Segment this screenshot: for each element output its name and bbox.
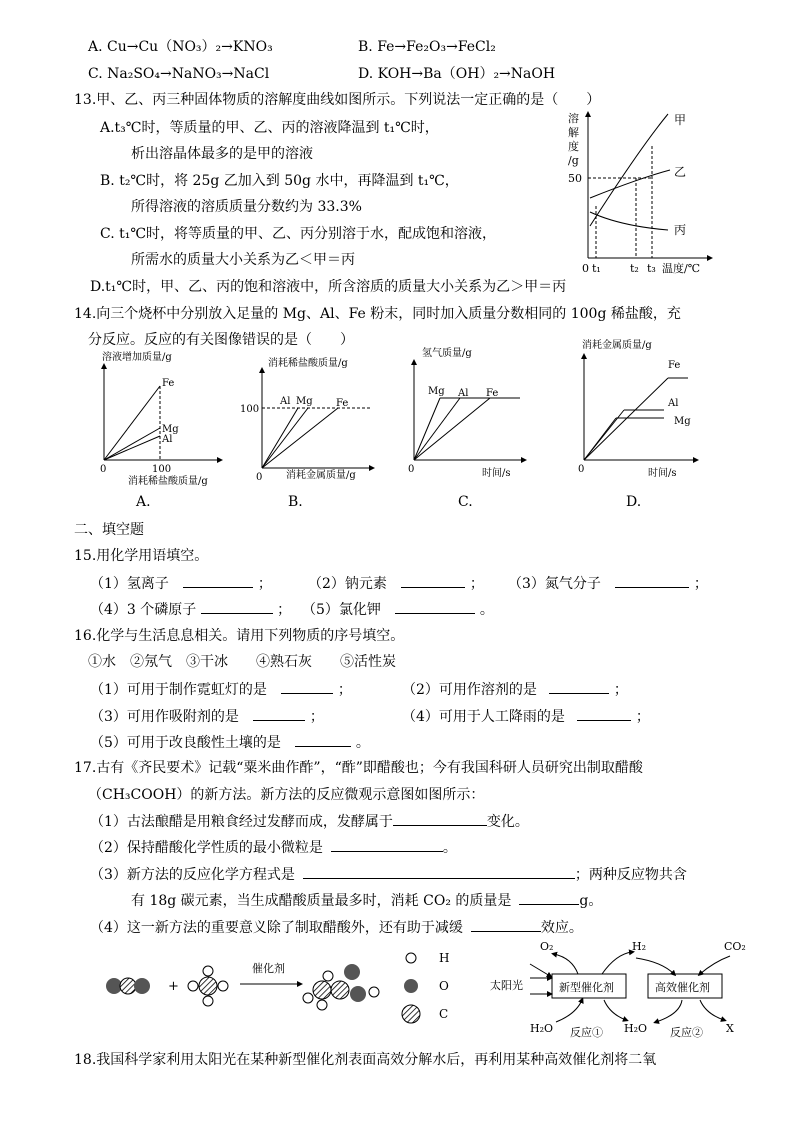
q13-option-a-line2: 析出溶晶体最多的是甲的溶液 (131, 146, 313, 162)
flow-reaction-2: 反应② (670, 1026, 703, 1039)
graph-c-label: C. (458, 494, 473, 510)
graph-d-label: D. (626, 494, 642, 510)
flow-reaction-1: 反应① (570, 1026, 603, 1039)
gb-al: Al (280, 396, 291, 407)
gd-mg: Mg (674, 416, 691, 427)
q16-item4: （4）可用于人工降雨的是 (402, 709, 565, 725)
co2-molecule (106, 978, 150, 994)
gd-ytitle: 消耗金属质量/g (582, 340, 652, 351)
x-label: 温度/℃ (662, 262, 701, 275)
legend-h-circle (406, 953, 416, 963)
q15-blank3[interactable] (615, 573, 689, 588)
q17-blank3[interactable] (303, 864, 575, 879)
q16-blank3[interactable] (253, 706, 305, 721)
q13-option-c-line1: C. t₁℃时，将等质量的甲、乙、丙分别溶于水，配成饱和溶液， (100, 226, 497, 242)
gd-xtitle: 时间/s (648, 468, 677, 479)
gd-al: Al (668, 398, 679, 409)
q15-stem: 15.用化学用语填空。 (74, 548, 209, 564)
flow-h2o-1: H₂O (530, 1022, 554, 1035)
tick-t1: t₁ (592, 262, 601, 275)
gc-ytitle: 氢气质量/g (422, 348, 472, 359)
origin: 0 (582, 262, 589, 275)
q13-option-d: D.t₁℃时，甲、乙、丙的饱和溶液中，所含溶质的质量大小关系为乙＞甲＝丙 (90, 279, 567, 295)
q16-row1: （1）可用于制作霓虹灯的是 ； (90, 679, 352, 700)
q17-row2: （2）保持醋酸化学性质的最小微粒是 。 (90, 837, 457, 858)
graph-c (400, 340, 530, 480)
gc-fe: Fe (486, 388, 499, 399)
gd-fe: Fe (668, 360, 681, 371)
q13-option-b-line1: B. t₂℃时，将 25g 乙加入到 50g 水中，再降温到 t₁℃， (100, 173, 459, 189)
ch4-molecule (188, 966, 228, 1006)
q15-row2: （4）3 个磷原子 ； (90, 599, 291, 620)
gc-mg: Mg (428, 386, 445, 397)
gb-y100: 100 (240, 404, 260, 415)
tick-t3: t₃ (647, 262, 656, 275)
q12-option-a: A. Cu→Cu（NO₃）₂→KNO₃ (88, 39, 273, 55)
q16-blank1[interactable] (281, 679, 333, 694)
ga-fe: Fe (162, 378, 175, 389)
graph-d (572, 334, 712, 480)
q15-row1: （1）氢离子 ； (90, 573, 272, 594)
gc-origin: 0 (408, 464, 415, 475)
flow-sunlight: 太阳光 (490, 979, 523, 992)
gb-fe: Fe (336, 398, 349, 409)
q15-item5: （5）氯化钾 (302, 602, 381, 618)
legend-o: O (439, 979, 449, 993)
q17-blank4[interactable] (519, 890, 579, 905)
gc-al: Al (458, 388, 469, 399)
gb-mg: Mg (296, 396, 313, 407)
ga-mg: Mg (162, 424, 179, 435)
reaction-micro-diagram (100, 950, 470, 1028)
ga-x100: 100 (152, 464, 172, 475)
curve-jia (590, 114, 668, 226)
q13-stem: 13.甲、乙、丙三种固体物质的溶解度曲线如图所示。下列说法一定正确的是（ ） (74, 92, 601, 108)
q17-stem-line2: （CH₃COOH）的新方法。新方法的反应微观示意图如图所示： (88, 787, 485, 803)
section-fill-blank-heading: 二、填空题 (74, 522, 144, 538)
legend-c: C (439, 1007, 449, 1021)
gb-ytitle: 消耗稀盐酸质量/g (268, 358, 348, 369)
ga-origin: 0 (100, 464, 107, 475)
q17-row1: （1）古法酿醋是用粮食经过发酵而成，发酵属于 变化。 (90, 811, 529, 832)
q15-item1: （1）氢离子 (90, 576, 169, 592)
q14-stem-line2: 分反应。反应的有关图像错误的是（ ） (88, 332, 354, 348)
svg-text:高效催化剂: 高效催化剂 (655, 981, 710, 994)
q16-blank2[interactable] (549, 679, 609, 694)
q16-item3: （3）可用作吸附剂的是 (90, 709, 239, 725)
solubility-curve-graph (560, 108, 740, 276)
q17-blank2[interactable] (331, 837, 443, 852)
q16-row2b: （4）可用于人工降雨的是 ； (402, 706, 650, 727)
q16-row1b: （2）可用作溶剂的是 ； (402, 679, 628, 700)
tick-t2: t₂ (630, 262, 639, 275)
q15-blank4[interactable] (201, 599, 273, 614)
gd-origin: 0 (578, 464, 585, 475)
q16-row2: （3）可用作吸附剂的是 ； (90, 706, 324, 727)
y-label-2: 解 (568, 126, 579, 139)
q17-blank5[interactable] (471, 917, 541, 932)
graph-b-label: B. (288, 494, 303, 510)
q16-item5: （5）可用于改良酸性土壤的是 (90, 735, 281, 751)
q16-row3: （5）可用于改良酸性土壤的是 。 (90, 732, 370, 753)
y-tick-50: 50 (568, 172, 582, 185)
svg-text:新型催化剂: 新型催化剂 (559, 981, 614, 994)
q16-blank4[interactable] (577, 706, 631, 721)
q16-item2: （2）可用作溶剂的是 (402, 682, 537, 698)
q14-stem-line1: 14.向三个烧杯中分别放入足量的 Mg、Al、Fe 粉末，同时加入质量分数相同的 100g 稀盐酸，充 (74, 306, 681, 322)
q15-blank1[interactable] (183, 573, 253, 588)
legend-h: H (439, 951, 450, 965)
flow-h2: H₂ (632, 940, 647, 953)
q16-blank5[interactable] (295, 732, 351, 747)
q15-row2b: （5）氯化钾 。 (302, 599, 494, 620)
gb-xtitle: 消耗金属质量/g (286, 470, 356, 481)
q15-row1c: （3）氮气分子 ； (508, 573, 708, 594)
flow-o2: O₂ (540, 940, 554, 953)
q17-stem-line1: 17.古有《齐民要术》记载“粟米曲作酢”，“酢”即醋酸也；今有我国科研人员研究出制取醋酸 (74, 760, 643, 776)
y-label-3: 度 (568, 140, 579, 153)
q12-option-c: C. Na₂SO₄→NaNO₃→NaCl (88, 66, 270, 82)
q15-row1b: （2）钠元素 ； (308, 573, 484, 594)
ga-xtitle: 消耗稀盐酸质量/g (128, 476, 208, 487)
catalyst-flow-diagram (486, 934, 764, 1042)
q17-blank1[interactable] (393, 811, 487, 826)
label-jia: 甲 (674, 113, 687, 127)
q13-option-a-line1: A.t₃℃时，等质量的甲、乙、丙的溶液降温到 t₁℃时， (100, 120, 439, 136)
gc-xtitle: 时间/s (482, 468, 511, 479)
graph-a-label: A. (136, 494, 151, 510)
q13-option-c-line2: 所需水的质量大小关系为乙＜甲＝丙 (131, 252, 355, 268)
q15-blank5[interactable] (395, 599, 475, 614)
q15-blank2[interactable] (401, 573, 465, 588)
curve-yi (590, 170, 670, 198)
q16-item1: （1）可用于制作霓虹灯的是 (90, 682, 267, 698)
legend-o-circle (404, 979, 418, 993)
flow-h2o-2: H₂O (624, 1022, 648, 1035)
plus-sign: + (168, 979, 179, 994)
acetic-acid-molecule (303, 964, 379, 1010)
q12-option-d: D. KOH→Ba（OH）₂→NaOH (358, 66, 556, 82)
q16-stem: 16.化学与生活息息相关。请用下列物质的序号填空。 (74, 628, 405, 644)
legend-c-circle (402, 1005, 420, 1023)
catalyst-label: 催化剂 (252, 962, 285, 975)
gb-origin: 0 (256, 472, 263, 483)
y-label-1: 溶 (568, 112, 579, 125)
curve-bing (590, 212, 668, 230)
label-bing: 丙 (674, 223, 687, 237)
q15-item2: （2）钠元素 (308, 576, 387, 592)
flow-x: X (726, 1022, 734, 1035)
q15-item4: （4）3 个磷原子 (90, 602, 197, 618)
q16-options: ①水 ②氖气 ③干冰 ④熟石灰 ⑤活性炭 (88, 654, 396, 670)
q18-stem: 18.我国科学家利用太阳光在某种新型催化剂表面高效分解水后，再利用某种高效催化剂将二氧 (74, 1052, 657, 1068)
q17-row3: （3）新方法的反应化学方程式是 ；两种反应物共含 (90, 864, 687, 885)
q12-option-b: B. Fe→Fe₂O₃→FeCl₂ (358, 39, 496, 55)
ga-ytitle: 溶液增加质量/g (102, 352, 172, 363)
flow-co2: CO₂ (724, 940, 746, 953)
ga-al: Al (162, 434, 173, 445)
q15-item3: （3）氮气分子 (508, 576, 601, 592)
q13-option-b-line2: 所得溶液的溶质质量分数约为 33.3% (131, 199, 362, 215)
graph-a (88, 348, 238, 488)
graph-b (238, 348, 378, 488)
label-yi: 乙 (674, 165, 687, 179)
q17-row3b: 有 18g 碳元素，当生成醋酸质量最多时，消耗 CO₂ 的质量是 g。 (131, 890, 602, 911)
q17-row4: （4）这一新方法的重要意义除了制取醋酸外，还有助于减缓 效应。 (90, 917, 583, 938)
y-label-4: /g (568, 154, 579, 167)
